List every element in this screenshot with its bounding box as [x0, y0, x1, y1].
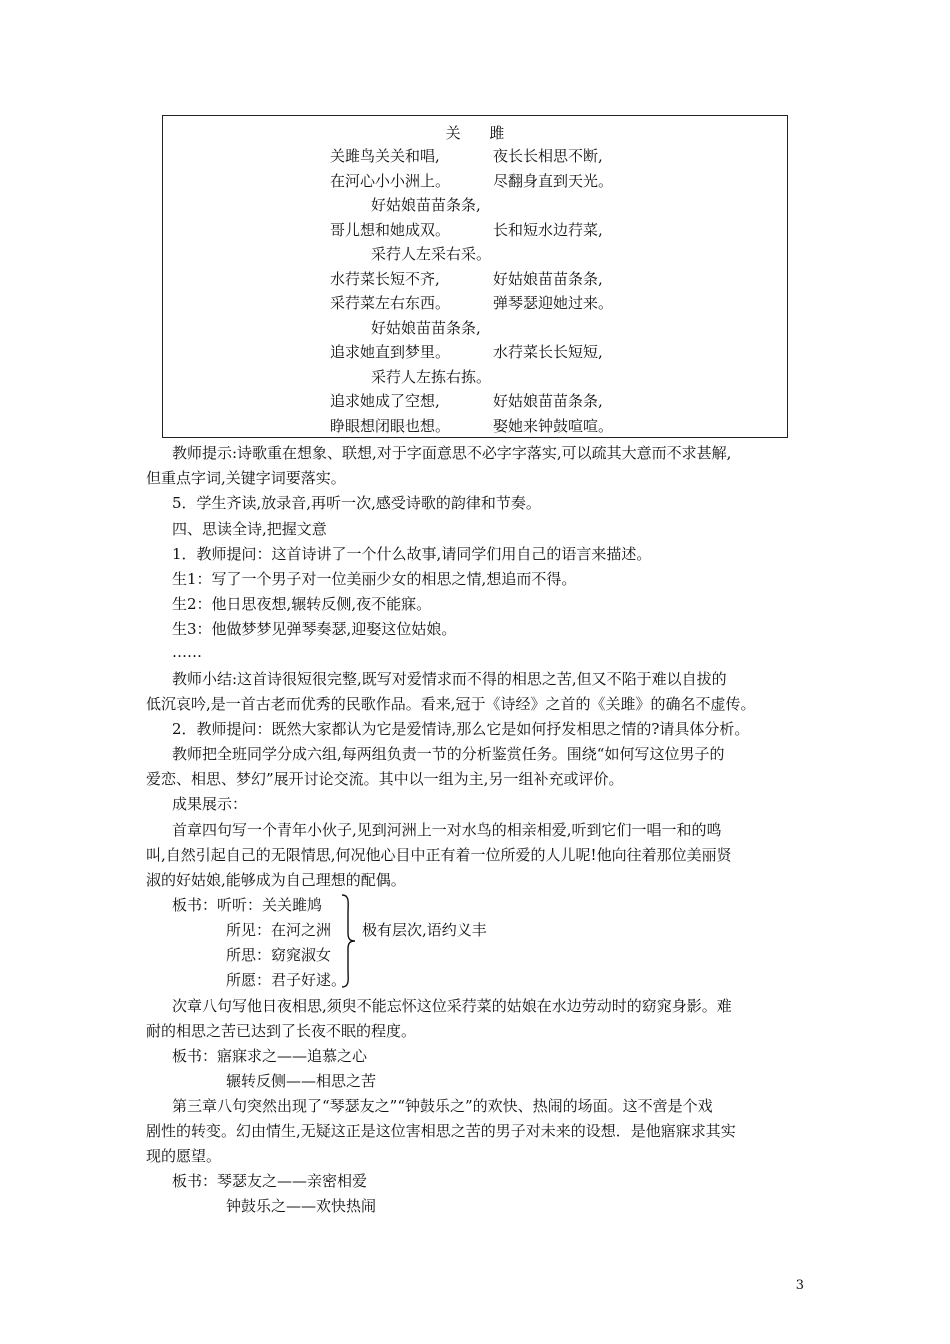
- student-answer-2: 生2：他日思夜想,辗转反侧,夜不能寐。: [172, 595, 432, 613]
- poem-line-left: 追求她直到梦里。: [330, 343, 451, 361]
- poem-line-left: 追求她成了空想,: [330, 392, 440, 410]
- poem-line-left: 睁眼想闭眼也想。: [330, 416, 451, 435]
- poem-line-right: 好姑娘苗苗条条,: [493, 269, 603, 288]
- poem-line-center: 采荇人左采右采。: [371, 245, 492, 263]
- section-heading-4: 四、思读全诗,把握文意: [172, 520, 327, 538]
- grouping-line-1: 教师把全班同学分成六组,每两组负责一节的分析鉴赏任务。围绕“如何写这位男子的: [172, 745, 725, 763]
- poem-line-right: 尽翻身直到天光。: [493, 171, 614, 190]
- poem-line-left: 哥儿想和她成双。: [330, 220, 451, 239]
- poem-line-right: 弹琴瑟迎她过来。: [493, 294, 614, 312]
- teacher-hint-line-2: 但重点字词,关键字词要落实。: [146, 469, 346, 487]
- student-answer-3: 生3：他做梦梦见弹琴奏瑟,迎娶这位姑娘。: [172, 620, 457, 638]
- poem-line-left: 采荇菜左右东西。: [330, 294, 451, 312]
- poem-line-center: 好姑娘苗苗条条,: [371, 318, 481, 337]
- board-note-1-line-2: 所见：在河之洲: [226, 921, 332, 939]
- poem-line-center: 好姑娘苗苗条条,: [371, 196, 481, 214]
- poem-line-right: 水荇菜长长短短,: [493, 343, 603, 361]
- poem-line-left: 水荇菜长短不齐,: [330, 269, 440, 288]
- board-note-1-summary: 极有层次,语约义丰: [362, 921, 487, 939]
- student-answer-1: 生1：写了一个男子对一位美丽少女的相思之情,想追而不得。: [172, 570, 577, 588]
- poem-box: [162, 115, 788, 438]
- grouping-line-2: 爱恋、相思、梦幻”展开讨论交流。其中以一组为主,另一组补充或评价。: [146, 770, 624, 788]
- board-note-3-line-2: 钟鼓乐之——欢快热闹: [226, 1197, 377, 1215]
- chapter1-line-2: 叫,自然引起自己的无限情思,何况他心目中正有着一位所爱的人儿呢!他向往着那位美丽贤: [146, 846, 732, 864]
- page-number: 3: [795, 1278, 804, 1293]
- chapter2-line-2: 耐的相思之苦已达到了长夜不眠的程度。: [146, 1022, 417, 1040]
- step-5: 5．学生齐读,放录音,再听一次,感受诗歌的韵律和节奏。: [172, 494, 541, 512]
- poem-line-right: 夜长长相思不断,: [493, 147, 603, 165]
- chapter1-line-1: 首章四句写一个青年小伙子,见到河洲上一对水鸟的相亲相爱,听到它们一唱一和的鸣: [172, 821, 722, 839]
- board-note-1-line-3: 所思：窈窕淑女: [226, 946, 332, 964]
- teacher-summary-line-1: 教师小结:这首诗很短很完整,既写对爱情求而不得的相思之苦,但又不陷于难以自拔的: [172, 670, 727, 688]
- chapter3-line-2: 剧性的转变。幻由情生,无疑这正是这位害相思之苦的男子对未来的设想．是他寤寐求其实: [146, 1122, 736, 1140]
- poem-line-left: 在河心小小洲上。: [330, 171, 451, 190]
- chapter3-line-3: 现的愿望。: [146, 1147, 222, 1165]
- board-note-1-line-4: 所愿：君子好逑。: [226, 971, 347, 989]
- poem-line-center: 采荇人左拣右拣。: [371, 367, 492, 386]
- ellipsis: ……: [172, 643, 202, 661]
- poem-line-right: 好姑娘苗苗条条,: [493, 392, 603, 410]
- results-heading: 成果展示：: [172, 795, 248, 813]
- board-note-2-line-2: 辗转反侧——相思之苦: [226, 1072, 377, 1090]
- poem-title: 关 雎: [445, 124, 517, 142]
- board-note-3-line-1: 板书：琴瑟友之——亲密相爱: [172, 1172, 368, 1190]
- poem-line-right: 长和短水边荇菜,: [493, 220, 603, 239]
- teacher-hint-line-1: 教师提示:诗歌重在想象、联想,对于字面意思不必字字落实,可以疏其大意而不求甚解,: [172, 444, 732, 462]
- poem-line-right: 娶她来钟鼓喧喧。: [493, 416, 614, 435]
- chapter2-line-1: 次章八句写他日夜相思,须臾不能忘怀这位采荇菜的姑娘在水边劳动时的窈窕身影。难: [172, 997, 732, 1015]
- question-2: 2．教师提问：既然大家都认为它是爱情诗,那么它是如何抒发相思之情的?请具体分析。: [172, 720, 750, 738]
- chapter3-line-1: 第三章八句突然出现了“琴瑟友之”“钟鼓乐之”的欢快、热闹的场面。这不啻是个戏: [172, 1097, 713, 1115]
- board-note-2-line-1: 板书：寤寐求之——追慕之心: [172, 1047, 368, 1065]
- curly-brace-icon: [338, 893, 358, 989]
- poem-line-left: 关雎鸟关关和唱,: [330, 147, 440, 165]
- question-1: 1．教师提问：这首诗讲了一个什么故事,请同学们用自己的语言来描述。: [172, 545, 652, 563]
- teacher-summary-line-2: 低沉哀吟,是一首古老而优秀的民歌作品。看来,冠于《诗经》之首的《关雎》的确名不虚传。: [146, 695, 756, 713]
- chapter1-line-3: 淑的好姑娘,能够成为自己理想的配偶。: [146, 871, 406, 889]
- board-note-1-line-1: 板书：听听：关关雎鸠: [172, 896, 323, 914]
